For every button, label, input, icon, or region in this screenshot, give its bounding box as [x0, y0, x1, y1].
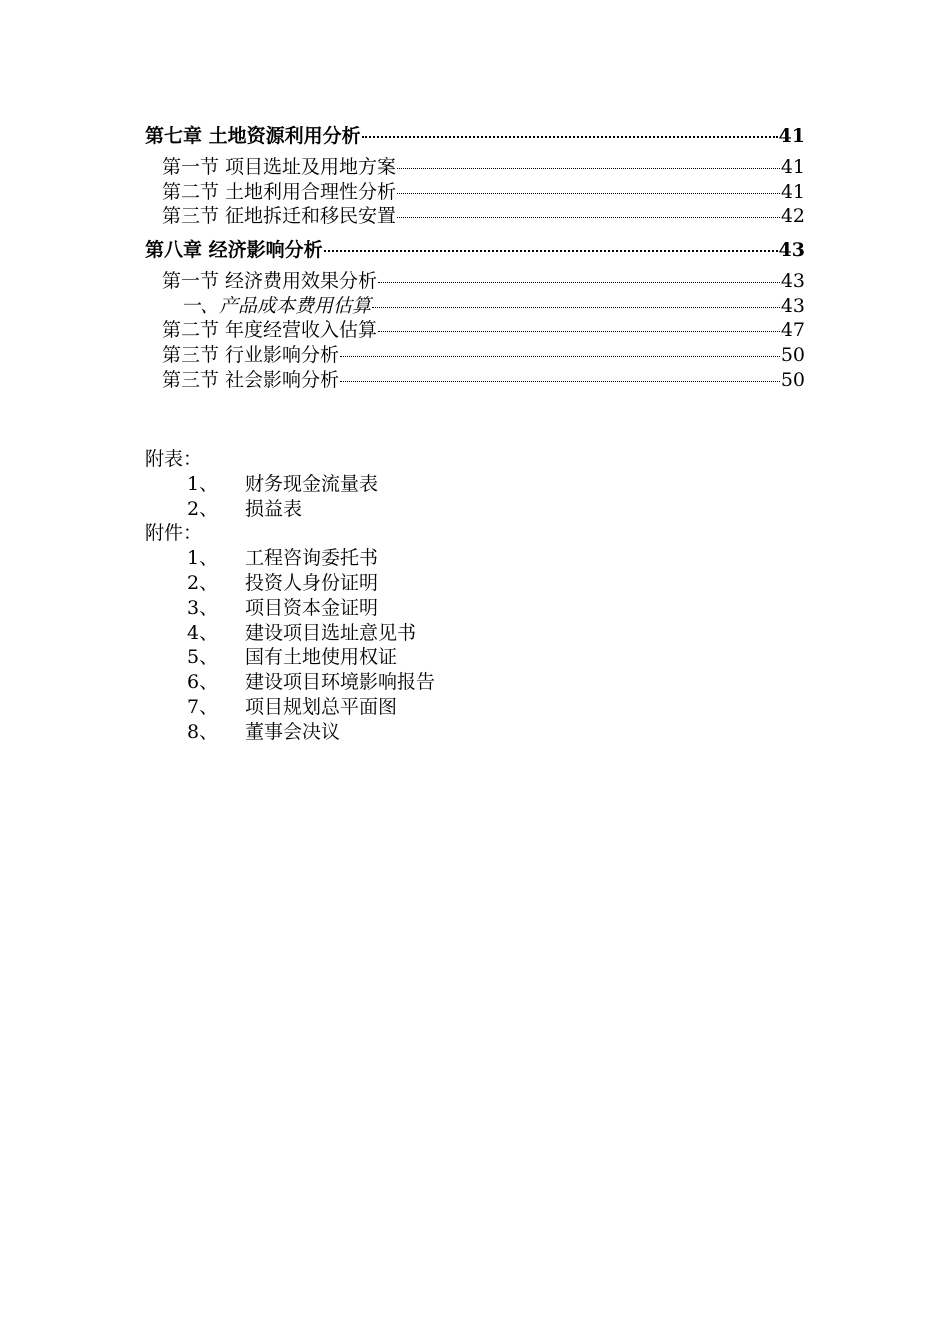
toc-chapter-7[interactable] — [145, 123, 805, 149]
toc-section[interactable] — [145, 318, 805, 343]
list-item — [145, 720, 435, 745]
toc-section-title: 第一节 项目选址及用地方案 — [162, 156, 397, 178]
list-item-number: 2、 — [187, 497, 219, 520]
list-item-label: 建设项目环境影响报告 — [245, 671, 436, 694]
dot-leader — [378, 282, 780, 283]
list-item-number: 7、 — [187, 695, 219, 718]
table-of-contents — [145, 123, 805, 393]
list-item-label: 建设项目选址意见书 — [245, 621, 417, 644]
list-item — [145, 695, 435, 720]
list-item — [145, 645, 435, 670]
list-item — [145, 621, 435, 646]
dot-leader — [397, 217, 780, 218]
list-item — [145, 546, 435, 571]
list-item — [145, 571, 435, 596]
toc-section-title: 第一节 经济费用效果分析 — [162, 270, 378, 293]
toc-section[interactable] — [145, 368, 805, 393]
toc-section[interactable] — [145, 204, 805, 229]
list-item-number: 1、 — [187, 472, 219, 495]
list-item-number: 8、 — [187, 720, 219, 743]
list-item — [145, 596, 435, 621]
list-item-number: 5、 — [187, 646, 219, 669]
toc-section[interactable] — [145, 180, 805, 205]
dot-leader — [397, 168, 780, 169]
list-item-number: 3、 — [187, 596, 219, 619]
list-item-label: 财务现金流量表 — [245, 472, 379, 495]
toc-page-number: 50 — [780, 368, 805, 391]
list-item-number: 4、 — [187, 621, 219, 644]
toc-section[interactable] — [145, 343, 805, 368]
list-item-number: 2、 — [187, 571, 219, 594]
attachments-heading: 附件： — [145, 522, 203, 545]
toc-page-number: 41 — [780, 180, 805, 203]
list-item-label: 董事会决议 — [245, 720, 341, 743]
list-item-label: 项目资本金证明 — [245, 596, 379, 619]
toc-page-number: 41 — [778, 125, 805, 147]
toc-section-title: 第二节 土地利用合理性分析 — [162, 180, 397, 203]
toc-subsection[interactable] — [145, 294, 805, 319]
list-item-label: 国有土地使用权证 — [245, 646, 398, 669]
list-item-label: 损益表 — [245, 497, 303, 520]
toc-subsection-title: 一、产品成本费用估算 — [181, 294, 372, 317]
dot-leader — [397, 193, 780, 194]
appendix-list — [145, 447, 435, 745]
dot-leader — [362, 136, 778, 138]
toc-page-number: 43 — [778, 239, 805, 262]
list-item-label: 项目规划总平面图 — [245, 695, 398, 718]
toc-section[interactable] — [145, 269, 805, 294]
toc-section-title: 第三节 行业影响分析 — [162, 344, 340, 367]
dot-leader — [372, 307, 780, 308]
toc-page-number: 43 — [780, 294, 805, 317]
toc-chapter-8[interactable] — [145, 237, 805, 263]
toc-page-number: 50 — [780, 344, 805, 367]
list-item — [145, 472, 435, 497]
toc-section-title: 第三节 社会影响分析 — [162, 368, 340, 391]
list-item-number: 1、 — [187, 547, 219, 570]
list-item-number: 6、 — [187, 671, 219, 694]
toc-page-number: 41 — [780, 156, 805, 178]
dot-leader — [340, 356, 780, 357]
toc-chapter-title: 第八章 经济影响分析 — [145, 239, 323, 262]
toc-page-number: 47 — [780, 319, 805, 342]
dot-leader — [324, 250, 778, 252]
dot-leader — [378, 331, 780, 332]
toc-page-number: 42 — [780, 205, 805, 228]
list-item — [145, 497, 435, 522]
list-item-label: 工程咨询委托书 — [245, 547, 379, 570]
toc-section-title: 第三节 征地拆迁和移民安置 — [162, 205, 397, 228]
attached-tables-heading: 附表： — [145, 448, 203, 470]
toc-section-title: 第二节 年度经营收入估算 — [162, 319, 378, 342]
toc-chapter-title: 第七章 土地资源利用分析 — [145, 125, 361, 147]
toc-section[interactable] — [145, 155, 805, 180]
list-item-label: 投资人身份证明 — [245, 571, 379, 594]
dot-leader — [340, 381, 780, 382]
toc-page-number: 43 — [780, 270, 805, 293]
list-item — [145, 670, 435, 695]
